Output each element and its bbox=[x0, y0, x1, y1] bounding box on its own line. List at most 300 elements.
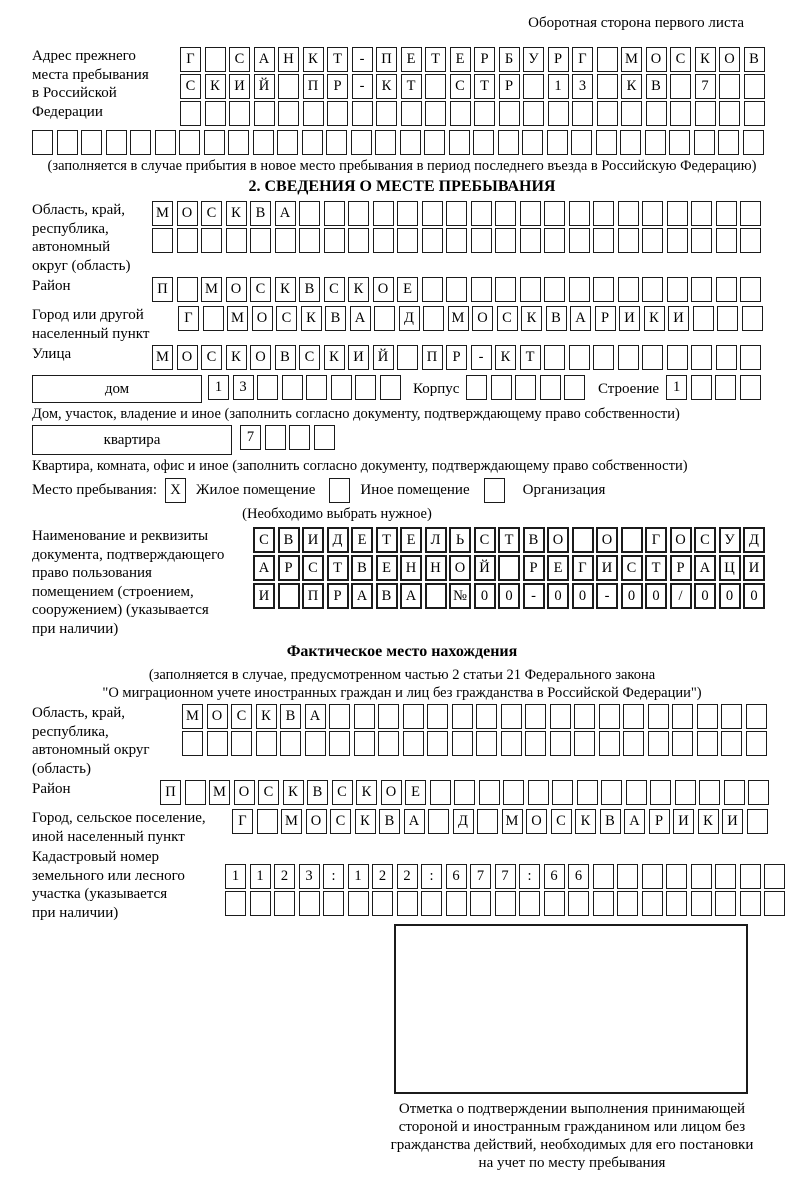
char-cell: С bbox=[551, 809, 572, 834]
char-cell: О bbox=[373, 277, 394, 302]
char-cell bbox=[667, 277, 688, 302]
kvartira-box: квартира bbox=[32, 425, 232, 455]
char-cell bbox=[327, 101, 348, 126]
char-cell: Е bbox=[450, 47, 471, 72]
char-cell: К bbox=[495, 345, 516, 370]
char-cell: Т bbox=[327, 555, 349, 581]
char-cell bbox=[593, 345, 614, 370]
char-cell: А bbox=[404, 809, 425, 834]
char-cell: С bbox=[229, 47, 250, 72]
char-cell: Г bbox=[645, 527, 667, 553]
char-cell bbox=[470, 891, 491, 916]
char-cell: М bbox=[621, 47, 642, 72]
char-cell: М bbox=[281, 809, 302, 834]
char-cell: М bbox=[448, 306, 469, 331]
char-cell: 0 bbox=[547, 583, 569, 609]
char-cell bbox=[324, 201, 345, 226]
dom-row bbox=[32, 375, 772, 403]
f-rayon-row bbox=[32, 780, 772, 805]
char-cell bbox=[564, 375, 585, 400]
char-cell bbox=[577, 780, 598, 805]
char-cell bbox=[446, 228, 467, 253]
char-cell bbox=[299, 228, 320, 253]
char-cell bbox=[205, 47, 226, 72]
char-cell bbox=[574, 731, 595, 756]
char-cell: И bbox=[722, 809, 743, 834]
kvartira-row bbox=[32, 425, 772, 455]
char-cell bbox=[201, 228, 222, 253]
char-cell bbox=[231, 731, 252, 756]
char-cell bbox=[642, 864, 663, 889]
char-cell bbox=[716, 277, 737, 302]
char-cell: С bbox=[201, 345, 222, 370]
kvartira-cells bbox=[240, 425, 338, 450]
char-cell bbox=[717, 306, 738, 331]
char-cell bbox=[182, 731, 203, 756]
char-cell bbox=[552, 780, 573, 805]
char-cell: К bbox=[698, 809, 719, 834]
char-cell: Н bbox=[400, 555, 422, 581]
char-cell: 2 bbox=[397, 864, 418, 889]
char-cell bbox=[525, 704, 546, 729]
char-cell: О bbox=[177, 345, 198, 370]
char-cell: С bbox=[253, 527, 275, 553]
char-cell bbox=[593, 864, 614, 889]
char-cell bbox=[569, 345, 590, 370]
char-cell: Е bbox=[547, 555, 569, 581]
char-cell: 3 bbox=[572, 74, 593, 99]
char-cell: Г bbox=[232, 809, 253, 834]
s2-ulitsa-label: Улица bbox=[32, 346, 72, 362]
s2-gorod-label: Город или другой населенный пункт bbox=[32, 307, 150, 342]
char-cell bbox=[257, 375, 278, 400]
char-cell: О bbox=[472, 306, 493, 331]
char-cell bbox=[306, 375, 327, 400]
char-cell bbox=[250, 891, 271, 916]
char-cell: Е bbox=[351, 527, 373, 553]
factual-title: Фактическое место нахождения bbox=[286, 643, 518, 660]
char-cell: Р bbox=[595, 306, 616, 331]
char-cell bbox=[740, 228, 761, 253]
char-cell bbox=[205, 101, 226, 126]
char-cell: Е bbox=[376, 555, 398, 581]
char-cell bbox=[498, 130, 519, 155]
char-cell bbox=[495, 201, 516, 226]
char-cell bbox=[207, 731, 228, 756]
char-cell: А bbox=[570, 306, 591, 331]
char-cell bbox=[503, 780, 524, 805]
kvartira-caption: Квартира, комната, офис и иное (заполнить согласно документу, подтверждающему право собственности) bbox=[32, 458, 688, 474]
char-cell bbox=[314, 425, 335, 450]
char-cell: Г bbox=[572, 555, 594, 581]
char-cell bbox=[648, 704, 669, 729]
char-cell: П bbox=[376, 47, 397, 72]
char-cell bbox=[593, 277, 614, 302]
char-cell: С bbox=[332, 780, 353, 805]
char-cell bbox=[520, 277, 541, 302]
f-oblast-row bbox=[32, 704, 772, 778]
prev-address-row-1 bbox=[180, 47, 768, 72]
char-cell: Р bbox=[548, 47, 569, 72]
char-cell: О bbox=[177, 201, 198, 226]
char-cell: Г bbox=[178, 306, 199, 331]
char-cell: В bbox=[646, 74, 667, 99]
char-cell bbox=[430, 780, 451, 805]
char-cell bbox=[519, 891, 540, 916]
char-cell: Р bbox=[327, 583, 349, 609]
char-cell bbox=[593, 891, 614, 916]
char-cell bbox=[253, 130, 274, 155]
char-cell bbox=[520, 228, 541, 253]
char-cell bbox=[179, 130, 200, 155]
char-cell bbox=[642, 345, 663, 370]
char-cell bbox=[721, 731, 742, 756]
char-cell: Т bbox=[474, 74, 495, 99]
char-cell bbox=[744, 101, 765, 126]
zhiloe-checkbox: X bbox=[165, 478, 186, 503]
char-cell: К bbox=[355, 809, 376, 834]
char-cell bbox=[544, 277, 565, 302]
char-cell: С bbox=[694, 527, 716, 553]
char-cell: К bbox=[575, 809, 596, 834]
char-cell bbox=[401, 101, 422, 126]
char-cell bbox=[374, 306, 395, 331]
char-cell bbox=[177, 228, 198, 253]
char-cell: 1 bbox=[548, 74, 569, 99]
char-cell: 1 bbox=[225, 864, 246, 889]
char-cell bbox=[491, 375, 512, 400]
char-cell bbox=[275, 228, 296, 253]
char-cell bbox=[719, 74, 740, 99]
char-cell bbox=[495, 228, 516, 253]
char-cell: - bbox=[352, 74, 373, 99]
char-cell bbox=[550, 731, 571, 756]
char-cell: Р bbox=[327, 74, 348, 99]
char-cell: М bbox=[152, 201, 173, 226]
char-cell bbox=[473, 130, 494, 155]
char-cell bbox=[203, 306, 224, 331]
doc-row bbox=[32, 527, 772, 638]
char-cell bbox=[569, 201, 590, 226]
char-cell bbox=[427, 704, 448, 729]
char-cell bbox=[667, 228, 688, 253]
char-cell bbox=[597, 47, 618, 72]
char-cell: 0 bbox=[498, 583, 520, 609]
char-cell bbox=[574, 704, 595, 729]
char-cell: 0 bbox=[694, 583, 716, 609]
char-cell bbox=[446, 277, 467, 302]
char-cell: Д bbox=[453, 809, 474, 834]
char-cell: С bbox=[450, 74, 471, 99]
s2-gorod-cells bbox=[178, 306, 766, 331]
char-cell: О bbox=[670, 527, 692, 553]
char-cell: С bbox=[302, 555, 324, 581]
char-cell: В bbox=[280, 704, 301, 729]
char-cell bbox=[523, 74, 544, 99]
f-rayon-label: Район bbox=[32, 781, 71, 797]
char-cell: К bbox=[376, 74, 397, 99]
char-cell: В bbox=[250, 201, 271, 226]
char-cell: И bbox=[619, 306, 640, 331]
char-cell: Д bbox=[327, 527, 349, 553]
char-cell bbox=[351, 130, 372, 155]
char-cell bbox=[471, 201, 492, 226]
char-cell bbox=[544, 345, 565, 370]
doc-rows bbox=[253, 527, 768, 611]
char-cell: М bbox=[182, 704, 203, 729]
kadastr-rows bbox=[225, 848, 789, 918]
char-cell bbox=[699, 780, 720, 805]
char-cell bbox=[425, 583, 447, 609]
char-cell: В bbox=[299, 277, 320, 302]
char-cell: П bbox=[422, 345, 443, 370]
char-cell: - bbox=[352, 47, 373, 72]
char-cell: О bbox=[207, 704, 228, 729]
char-cell bbox=[642, 228, 663, 253]
char-cell bbox=[747, 809, 768, 834]
doc-row-1 bbox=[253, 527, 768, 553]
char-cell bbox=[623, 704, 644, 729]
char-cell bbox=[746, 731, 767, 756]
char-cell: Р bbox=[474, 47, 495, 72]
char-cell bbox=[501, 704, 522, 729]
char-cell bbox=[620, 130, 641, 155]
char-cell bbox=[645, 130, 666, 155]
char-cell bbox=[373, 201, 394, 226]
char-cell bbox=[601, 780, 622, 805]
char-cell bbox=[569, 277, 590, 302]
char-cell bbox=[454, 780, 475, 805]
char-cell bbox=[743, 130, 764, 155]
char-cell: - bbox=[471, 345, 492, 370]
char-cell: О bbox=[381, 780, 402, 805]
factual-intro: (заполняется в случае, предусмотренном частью 2 статьи 21 Федерального закона "О миграционном учете иностранных граждан и лиц без гражданства в Российской Федерации") bbox=[102, 667, 702, 701]
f-oblast-label: Область, край, республика, автономный округ (область) bbox=[32, 705, 150, 777]
char-cell bbox=[474, 101, 495, 126]
kadastr-label: Кадастровый номер земельного или лесного участка (указывается при наличии) bbox=[32, 849, 185, 921]
char-cell bbox=[354, 704, 375, 729]
doc-row-2 bbox=[253, 555, 768, 581]
char-cell: К bbox=[521, 306, 542, 331]
char-cell: 7 bbox=[695, 74, 716, 99]
stamp-note: Отметка о подтверждении выполнения принимающей стороной и иностранным гражданином или лицом без гражданства действий, необходимых для его постановки на учет по месту пребывания bbox=[390, 1101, 754, 1171]
char-cell: У bbox=[719, 527, 741, 553]
char-cell bbox=[670, 101, 691, 126]
char-cell: Т bbox=[425, 47, 446, 72]
char-cell: 2 bbox=[372, 864, 393, 889]
char-cell: М bbox=[502, 809, 523, 834]
char-cell bbox=[278, 101, 299, 126]
stroenie-label: Строение bbox=[597, 381, 660, 397]
char-cell bbox=[697, 704, 718, 729]
char-cell bbox=[626, 780, 647, 805]
char-cell bbox=[621, 527, 643, 553]
char-cell bbox=[618, 345, 639, 370]
char-cell bbox=[515, 375, 536, 400]
char-cell bbox=[528, 780, 549, 805]
char-cell: К bbox=[644, 306, 665, 331]
char-cell bbox=[274, 891, 295, 916]
char-cell bbox=[256, 731, 277, 756]
char-cell bbox=[740, 864, 761, 889]
char-cell bbox=[180, 101, 201, 126]
char-cell bbox=[422, 228, 443, 253]
char-cell: О bbox=[526, 809, 547, 834]
char-cell bbox=[278, 74, 299, 99]
char-cell: П bbox=[152, 277, 173, 302]
char-cell bbox=[623, 731, 644, 756]
char-cell: С bbox=[670, 47, 691, 72]
char-cell: 0 bbox=[572, 583, 594, 609]
s2-rayon-label: Район bbox=[32, 278, 71, 294]
prev-address-block bbox=[32, 47, 772, 128]
char-cell bbox=[32, 130, 53, 155]
char-cell: Л bbox=[425, 527, 447, 553]
char-cell: 0 bbox=[474, 583, 496, 609]
kadastr-row-2 bbox=[225, 891, 789, 916]
char-cell bbox=[329, 704, 350, 729]
char-cell: 7 bbox=[240, 425, 261, 450]
char-cell bbox=[691, 375, 712, 400]
char-cell: К bbox=[226, 201, 247, 226]
char-cell bbox=[305, 731, 326, 756]
char-cell: 3 bbox=[233, 375, 254, 400]
char-cell bbox=[599, 731, 620, 756]
char-cell bbox=[326, 130, 347, 155]
char-cell: С bbox=[324, 277, 345, 302]
char-cell bbox=[724, 780, 745, 805]
prev-address-caption: (заполняется в случае прибытия в новое место пребывания в период последнего въезда в Российскую Федерацию) bbox=[47, 158, 757, 174]
char-cell: П bbox=[302, 583, 324, 609]
char-cell: О bbox=[252, 306, 273, 331]
char-cell: А bbox=[254, 47, 275, 72]
prev-address-row-2 bbox=[180, 74, 768, 99]
char-cell bbox=[476, 704, 497, 729]
char-cell bbox=[525, 731, 546, 756]
char-cell bbox=[721, 704, 742, 729]
char-cell bbox=[446, 891, 467, 916]
char-cell: Й bbox=[474, 555, 496, 581]
s2-oblast-label: Область, край, республика, автономный округ (область) bbox=[32, 202, 131, 274]
char-cell bbox=[425, 74, 446, 99]
char-cell bbox=[719, 101, 740, 126]
char-cell bbox=[740, 277, 761, 302]
char-cell bbox=[466, 375, 487, 400]
char-cell bbox=[571, 130, 592, 155]
f-gorod-row bbox=[32, 809, 772, 846]
char-cell bbox=[397, 345, 418, 370]
char-cell bbox=[289, 425, 310, 450]
char-cell: 7 bbox=[470, 864, 491, 889]
char-cell: С bbox=[497, 306, 518, 331]
char-cell bbox=[642, 891, 663, 916]
char-cell: О bbox=[547, 527, 569, 553]
char-cell: Г bbox=[572, 47, 593, 72]
char-cell: В bbox=[523, 527, 545, 553]
f-gorod-cells bbox=[232, 809, 771, 834]
inoe-checkbox bbox=[329, 478, 350, 503]
char-cell bbox=[254, 101, 275, 126]
char-cell bbox=[593, 228, 614, 253]
char-cell: Т bbox=[401, 74, 422, 99]
char-cell bbox=[378, 704, 399, 729]
char-cell bbox=[522, 130, 543, 155]
char-cell bbox=[348, 891, 369, 916]
char-cell: Т bbox=[520, 345, 541, 370]
char-cell bbox=[373, 228, 394, 253]
char-cell bbox=[352, 101, 373, 126]
char-cell bbox=[428, 809, 449, 834]
organizatsiya-checkbox bbox=[484, 478, 505, 503]
char-cell: А bbox=[624, 809, 645, 834]
char-cell bbox=[740, 375, 761, 400]
char-cell bbox=[666, 891, 687, 916]
char-cell: А bbox=[253, 555, 275, 581]
char-cell: К bbox=[205, 74, 226, 99]
char-cell bbox=[617, 864, 638, 889]
char-cell bbox=[544, 891, 565, 916]
char-cell bbox=[278, 583, 300, 609]
char-cell bbox=[544, 201, 565, 226]
char-cell: И bbox=[229, 74, 250, 99]
char-cell: К bbox=[356, 780, 377, 805]
char-cell: Р bbox=[649, 809, 670, 834]
char-cell: А bbox=[350, 306, 371, 331]
char-cell: 0 bbox=[645, 583, 667, 609]
char-cell bbox=[764, 891, 785, 916]
char-cell bbox=[746, 704, 767, 729]
char-cell: А bbox=[275, 201, 296, 226]
s2-oblast-row bbox=[32, 201, 772, 275]
char-cell: : bbox=[323, 864, 344, 889]
char-cell: К bbox=[283, 780, 304, 805]
char-cell bbox=[280, 731, 301, 756]
char-cell: 0 bbox=[719, 583, 741, 609]
char-cell: 3 bbox=[299, 864, 320, 889]
char-cell: П bbox=[160, 780, 181, 805]
char-cell: И bbox=[596, 555, 618, 581]
char-cell: К bbox=[348, 277, 369, 302]
char-cell: А bbox=[694, 555, 716, 581]
s2-oblast-row-1 bbox=[152, 201, 765, 226]
char-cell: Д bbox=[399, 306, 420, 331]
char-cell bbox=[744, 74, 765, 99]
char-cell bbox=[693, 306, 714, 331]
prev-address-row-4 bbox=[32, 130, 772, 155]
char-cell bbox=[225, 891, 246, 916]
char-cell bbox=[569, 228, 590, 253]
f-rayon-cells bbox=[160, 780, 773, 805]
char-cell bbox=[299, 891, 320, 916]
char-cell: И bbox=[743, 555, 765, 581]
char-cell bbox=[446, 201, 467, 226]
char-cell: О bbox=[646, 47, 667, 72]
char-cell bbox=[471, 228, 492, 253]
char-cell: - bbox=[523, 583, 545, 609]
char-cell: В bbox=[275, 345, 296, 370]
mesto-label: Место пребывания: bbox=[32, 482, 157, 498]
char-cell bbox=[376, 101, 397, 126]
char-cell bbox=[476, 731, 497, 756]
char-cell: Е bbox=[397, 277, 418, 302]
char-cell bbox=[250, 228, 271, 253]
char-cell bbox=[667, 201, 688, 226]
char-cell bbox=[302, 130, 323, 155]
char-cell bbox=[282, 375, 303, 400]
char-cell bbox=[378, 731, 399, 756]
char-cell bbox=[375, 130, 396, 155]
char-cell bbox=[642, 201, 663, 226]
